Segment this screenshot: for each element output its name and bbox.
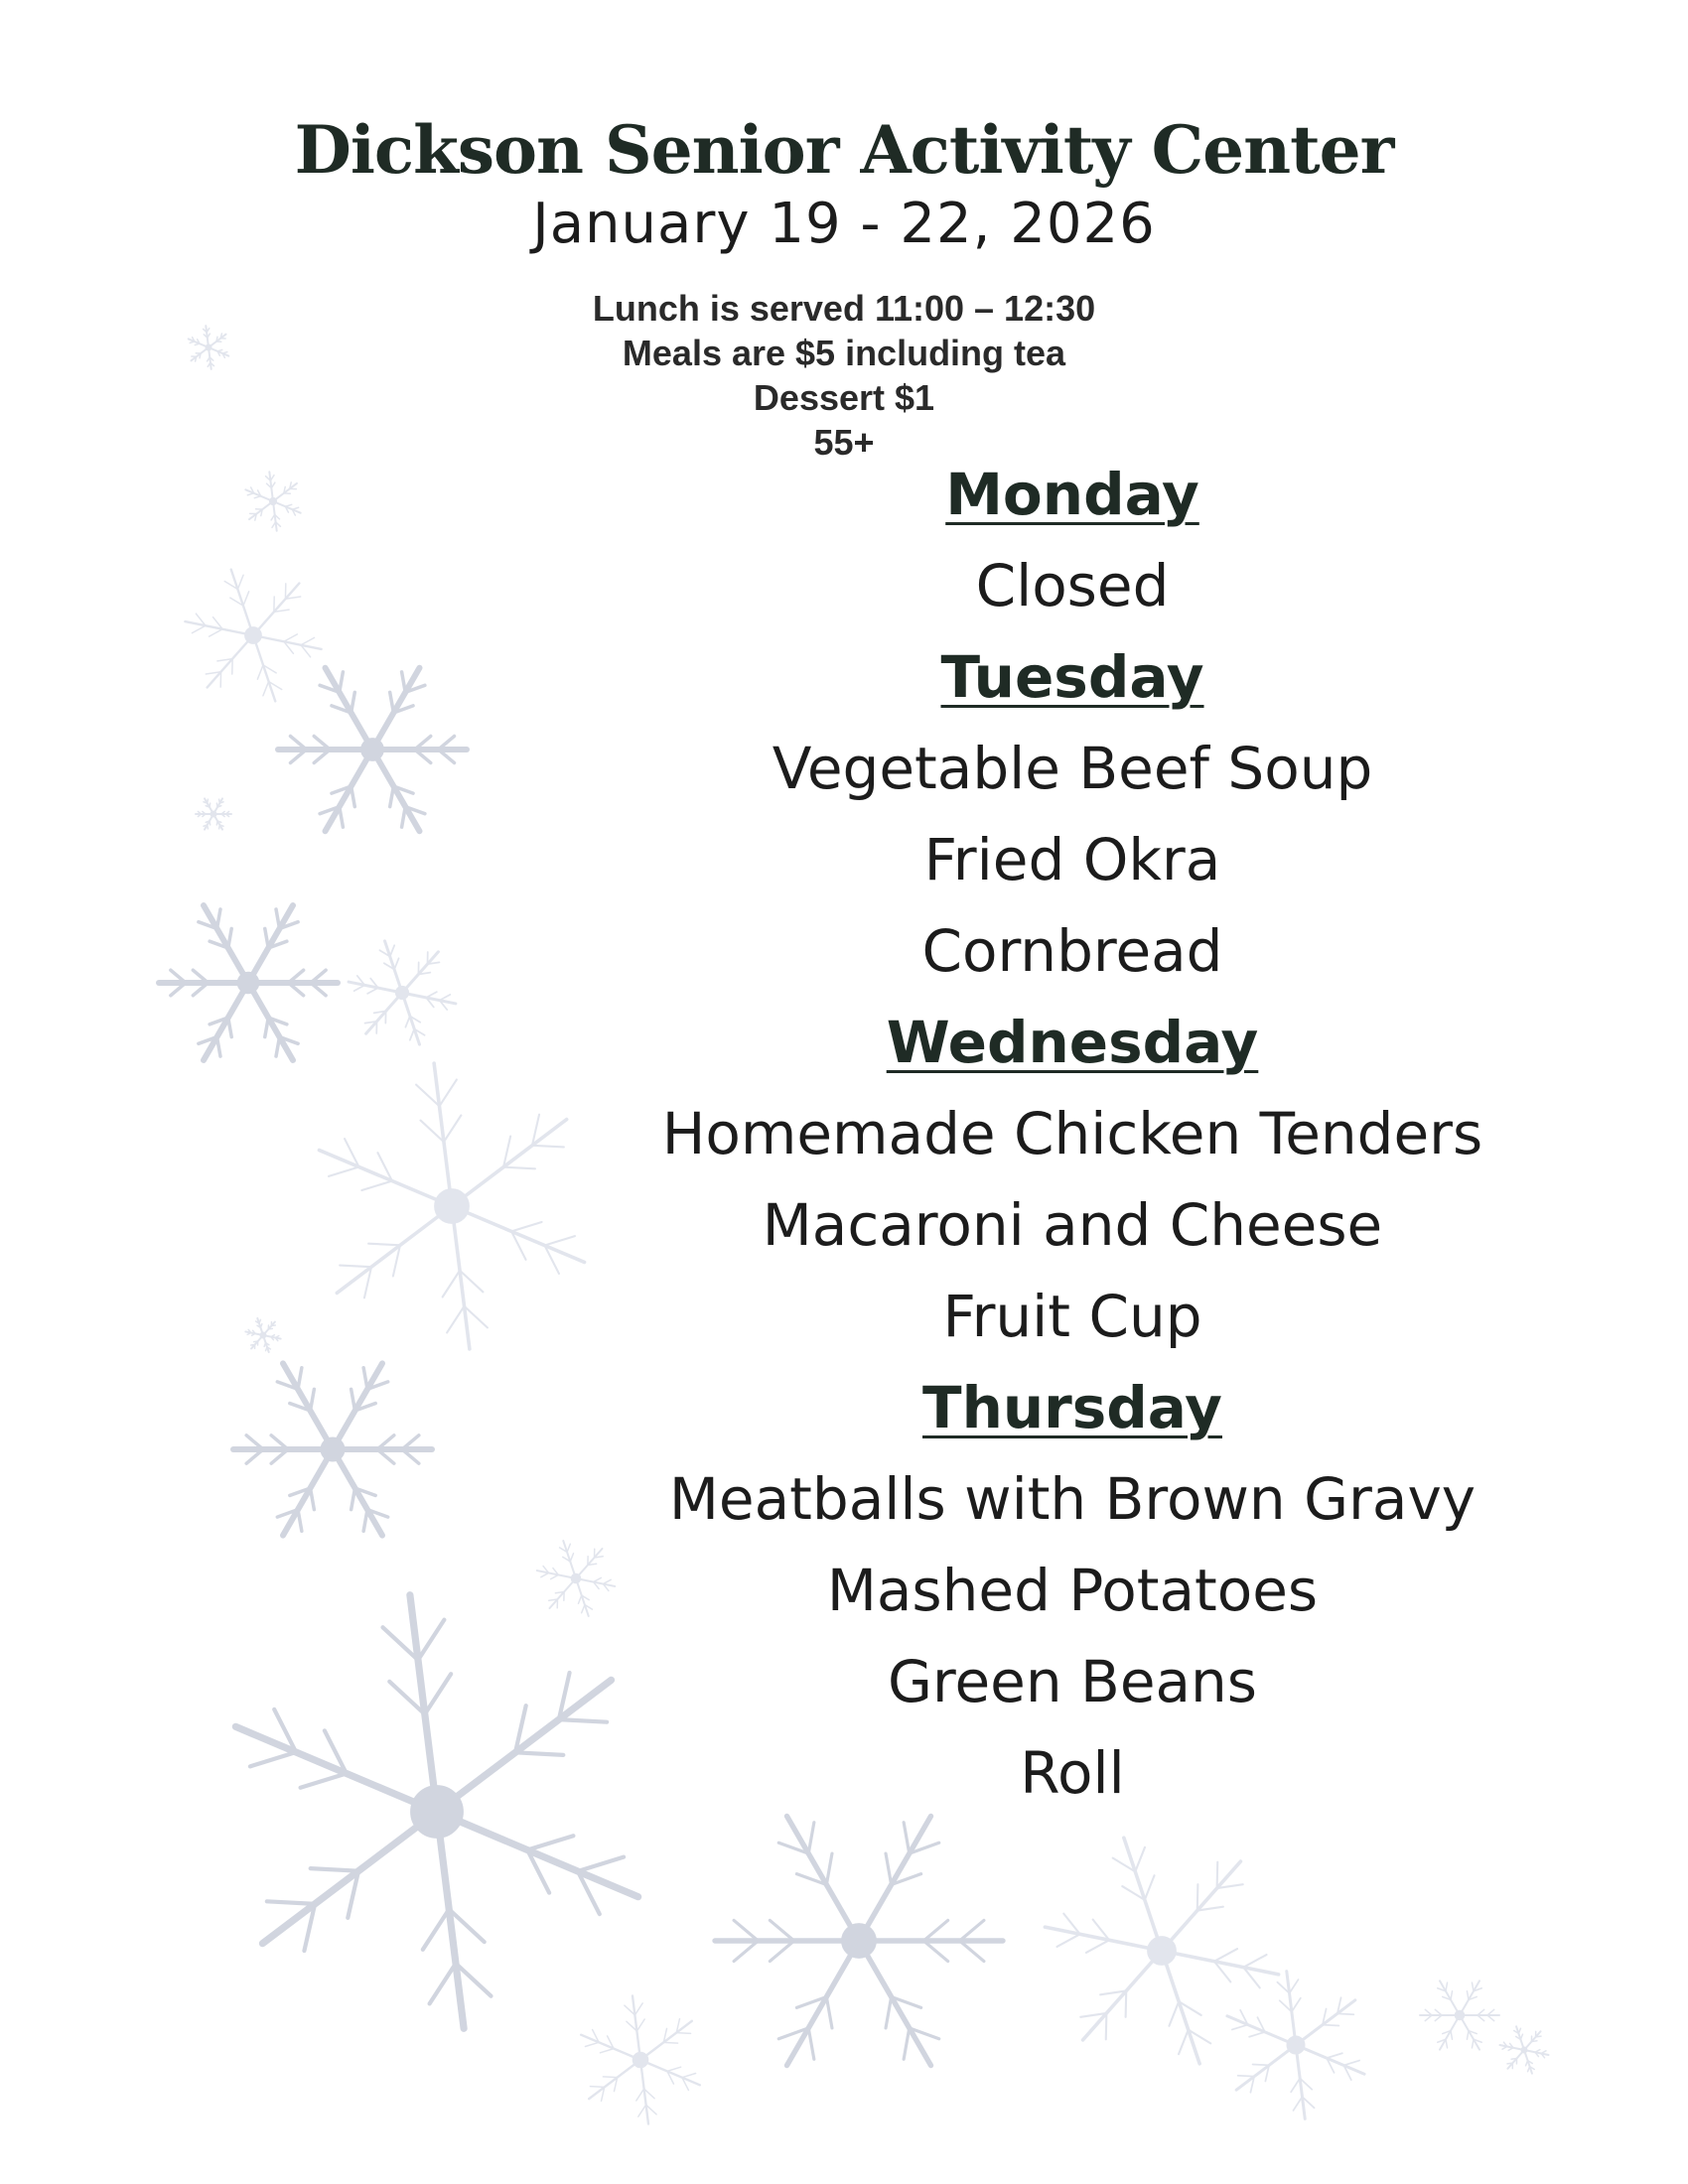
day-section-tuesday xyxy=(616,631,1529,997)
day-section-thursday xyxy=(616,1362,1529,1819)
snowflake-icon xyxy=(1227,1972,1364,2119)
weekly-menu xyxy=(616,449,1529,1819)
snowflake-icon xyxy=(1499,2026,1548,2073)
snowflake-icon xyxy=(196,798,231,829)
snowflake-icon xyxy=(319,1063,584,1349)
snowflake-icon xyxy=(537,1541,615,1616)
menu-item: Fried Okra xyxy=(923,826,1221,893)
menu-item: Vegetable Beef Soup xyxy=(772,735,1373,802)
menu-item: Mashed Potatoes xyxy=(826,1557,1319,1624)
snowflake-icon xyxy=(185,570,321,702)
snowflake-icon xyxy=(278,668,467,832)
day-section-wednesday xyxy=(616,997,1529,1362)
snowflake-icon xyxy=(349,941,456,1044)
snowflake-icon xyxy=(235,1595,637,2029)
menu-item: Macaroni and Cheese xyxy=(762,1191,1383,1259)
snowflake-icon xyxy=(159,905,338,1060)
menu-item: Green Beans xyxy=(887,1648,1258,1715)
menu-item: Closed xyxy=(975,552,1170,619)
day-heading-tuesday: Tuesday xyxy=(940,643,1204,711)
page-title: Dickson Senior Activity Center xyxy=(294,111,1394,189)
day-heading-thursday: Thursday xyxy=(922,1374,1222,1441)
snowflake-icon xyxy=(1045,1838,1278,2064)
menu-item: Homemade Chicken Tenders xyxy=(661,1100,1483,1167)
day-section-monday xyxy=(616,449,1529,631)
meal-price: Meals are $5 including tea xyxy=(622,333,1066,373)
date-range: January 19 - 22, 2026 xyxy=(532,192,1156,256)
day-heading-wednesday: Wednesday xyxy=(886,1009,1259,1076)
dessert-price: Dessert $1 xyxy=(753,377,935,418)
menu-item: Meatballs with Brown Gravy xyxy=(668,1465,1477,1533)
snowflake-icon xyxy=(245,1318,280,1352)
menu-item: Fruit Cup xyxy=(942,1283,1202,1350)
menu-item: Cornbread xyxy=(921,917,1223,985)
snowflake-icon xyxy=(245,472,300,531)
snowflake-icon xyxy=(715,1816,1003,2065)
lunch-hours: Lunch is served 11:00 – 12:30 xyxy=(592,288,1096,329)
snowflake-icon xyxy=(1420,1980,1499,2049)
menu-item: Roll xyxy=(1020,1739,1125,1807)
snowflake-icon xyxy=(581,1995,700,2123)
day-heading-monday: Monday xyxy=(945,461,1199,528)
age-requirement: 55+ xyxy=(813,422,875,463)
snowflake-icon xyxy=(233,1363,432,1535)
